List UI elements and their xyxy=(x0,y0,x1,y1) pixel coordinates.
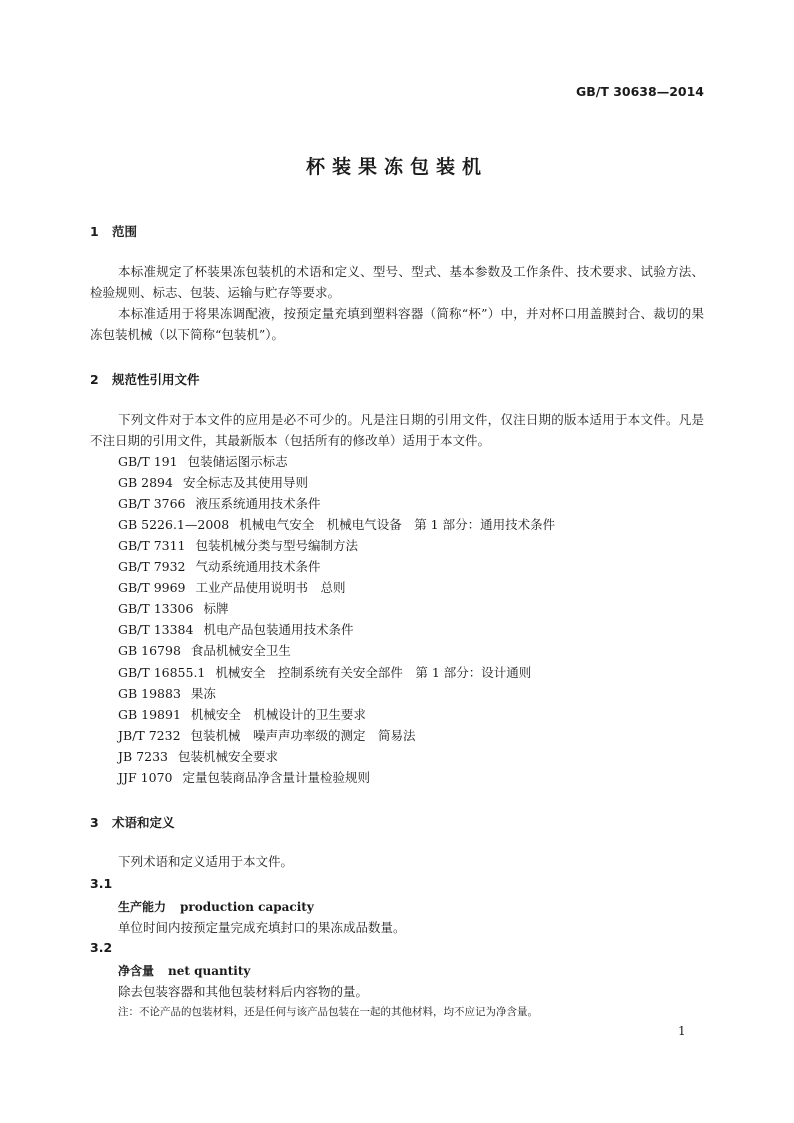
reference-item xyxy=(118,472,308,493)
reference-code: GB/T 3766 xyxy=(118,496,186,511)
document-title: 杯装果冻包装机 xyxy=(305,156,488,178)
term-number: 3.2 xyxy=(90,940,113,955)
term-english: net quantity xyxy=(168,964,251,978)
reference-code: GB/T 13384 xyxy=(118,622,194,637)
section-number: 1 xyxy=(90,224,99,239)
reference-code: GB 16798 xyxy=(118,643,181,658)
reference-code: GB/T 7311 xyxy=(118,538,186,553)
term-number: 3.1 xyxy=(90,876,113,891)
reference-item xyxy=(118,725,416,746)
reference-title: 包装机械 噪声声功率级的测定 简易法 xyxy=(190,728,416,743)
section-1-paragraph-1: 本标准规定了杯装果冻包装机的术语和定义、型号、型式、基本参数及工作条件、技术要求、试验方法、检验规则、标志、包装、运输与贮存等要求。 xyxy=(90,264,704,300)
term-definition: 除去包装容器和其他包装材料后内容物的量。 xyxy=(118,984,369,999)
reference-code: GB 5226.1—2008 xyxy=(118,517,230,532)
term-english: production capacity xyxy=(180,900,314,914)
reference-item xyxy=(118,577,346,598)
page-number: 1 xyxy=(678,1024,686,1038)
reference-item xyxy=(118,662,531,683)
reference-item xyxy=(118,704,366,725)
term-note: 注：不论产品的包装材料，还是任何与该产品包装在一起的其他材料，均不应记为净含量。 xyxy=(118,1006,538,1018)
reference-title: 标牌 xyxy=(203,601,229,616)
term-chinese: 净含量 xyxy=(118,964,155,978)
reference-title: 工业产品使用说明书 总则 xyxy=(195,580,346,595)
reference-item xyxy=(118,746,278,767)
section-number: 3 xyxy=(90,815,99,830)
reference-code: GB 2894 xyxy=(118,475,173,490)
term-heading xyxy=(118,898,314,915)
reference-title: 机械安全 控制系统有关安全部件 第 1 部分：设计通则 xyxy=(215,665,532,680)
reference-code: GB 19883 xyxy=(118,686,181,701)
reference-item xyxy=(118,556,321,577)
reference-item xyxy=(118,619,353,640)
reference-title: 包装储运图示标志 xyxy=(187,454,288,469)
reference-code: GB 19891 xyxy=(118,707,181,722)
section-title: 规范性引用文件 xyxy=(112,372,200,387)
reference-item xyxy=(118,451,288,472)
reference-item xyxy=(118,683,216,704)
reference-item xyxy=(118,535,358,556)
reference-title: 果冻 xyxy=(190,686,216,701)
section-1-heading xyxy=(90,222,137,240)
section-title: 范围 xyxy=(112,224,138,239)
reference-code: JB/T 7232 xyxy=(118,728,181,743)
reference-title: 机械安全 机械设计的卫生要求 xyxy=(190,707,366,722)
section-1-paragraph-2: 本标准适用于将果冻调配液，按预定量充填到塑料容器（简称“杯”）中，并对杯口用盖膜封合、裁切的果冻包装机械（以下简称“包装机”）。 xyxy=(90,306,704,342)
reference-title: 机械电气安全 机械电气设备 第 1 部分：通用技术条件 xyxy=(239,517,556,532)
reference-item xyxy=(118,640,291,661)
reference-item xyxy=(118,767,370,788)
reference-title: 机电产品包装通用技术条件 xyxy=(203,622,354,637)
reference-item xyxy=(118,493,321,514)
standard-code: GB/T 30638—2014 xyxy=(575,84,704,99)
reference-code: GB/T 7932 xyxy=(118,559,186,574)
reference-title: 食品机械安全卫生 xyxy=(190,643,291,658)
section-3-paragraph-1: 下列术语和定义适用于本文件。 xyxy=(118,854,294,869)
reference-title: 液压系统通用技术条件 xyxy=(195,496,321,511)
reference-title: 安全标志及其使用导则 xyxy=(182,475,308,490)
reference-code: GB/T 191 xyxy=(118,454,178,469)
reference-item xyxy=(118,598,228,619)
term-definition: 单位时间内按预定量完成充填封口的果冻成品数量。 xyxy=(118,920,406,935)
term-heading xyxy=(118,962,250,979)
reference-code: JB 7233 xyxy=(118,749,168,764)
section-2-heading xyxy=(90,370,200,388)
reference-title: 包装机械分类与型号编制方法 xyxy=(195,538,359,553)
reference-code: JJF 1070 xyxy=(118,770,173,785)
section-2-paragraph-1: 下列文件对于本文件的应用是必不可少的。凡是注日期的引用文件，仅注日期的版本适用于本文件。凡是不注日期的引用文件，其最新版本（包括所有的修改单）适用于本文件。 xyxy=(90,412,704,448)
section-title: 术语和定义 xyxy=(112,815,175,830)
reference-item xyxy=(118,514,555,535)
reference-code: GB/T 13306 xyxy=(118,601,194,616)
reference-code: GB/T 9969 xyxy=(118,580,186,595)
term-chinese: 生产能力 xyxy=(118,900,167,914)
section-number: 2 xyxy=(90,372,99,387)
reference-code: GB/T 16855.1 xyxy=(118,665,206,680)
reference-title: 定量包装商品净含量计量检验规则 xyxy=(182,770,370,785)
reference-title: 包装机械安全要求 xyxy=(177,749,278,764)
reference-title: 气动系统通用技术条件 xyxy=(195,559,321,574)
section-3-heading xyxy=(90,813,175,831)
